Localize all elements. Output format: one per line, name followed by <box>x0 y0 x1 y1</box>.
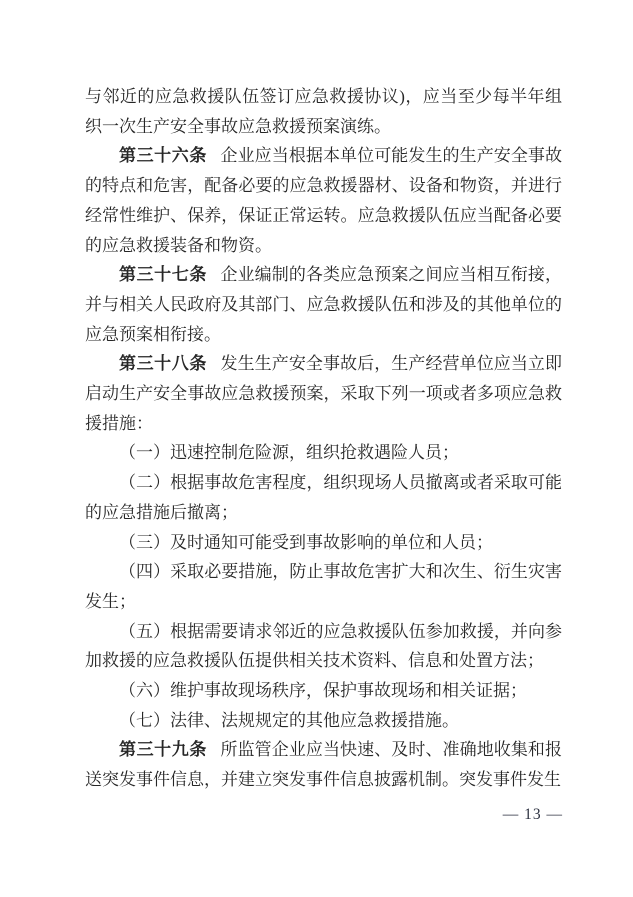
paragraph-text: （六）维护事故现场秩序，保护事故现场和相关证据； <box>119 681 527 701</box>
article-paragraph <box>85 735 562 794</box>
list-item-paragraph <box>85 706 562 736</box>
article-number-label: 第三十九条 <box>119 740 207 760</box>
list-item-paragraph <box>85 557 562 616</box>
paragraph-text: （七）法律、法规规定的其他应急救援措施。 <box>119 710 459 730</box>
paragraph-text: 企业编制的各类应急预案之间应当相互衔接，并与相关人民政府及其部门、应急救援队伍和涉及的其他单位的应急预案相衔接。 <box>85 265 563 344</box>
paragraph-text: （三）及时通知可能受到事故影响的单位和人员； <box>119 532 493 552</box>
paragraph-text: 发生生产安全事故后，生产经营单位应当立即启动生产安全事故应急救援预案，采取下列一项或者多项应急救援措施： <box>85 354 563 433</box>
article-paragraph <box>85 141 562 260</box>
article-paragraph <box>85 349 562 438</box>
paragraph-text: （一）迅速控制危险源，组织抢救遇险人员； <box>119 443 459 463</box>
article-paragraph <box>85 260 562 349</box>
paragraph-text: （二）根据事故危害程度，组织现场人员撤离或者采取可能的应急措施后撤离； <box>85 473 562 522</box>
document-body <box>85 82 562 795</box>
paragraph-text: （五）根据需要请求邻近的应急救援队伍参加救援，并向参加救援的应急救援队伍提供相关技术资料、信息和处置方法； <box>85 621 562 671</box>
continuation-paragraph <box>85 82 562 141</box>
paragraph-text: 与邻近的应急救援队伍签订应急救援协议)，应当至少每半年组织一次生产安全事故应急救援预案演练。 <box>85 87 562 136</box>
list-item-paragraph <box>85 528 562 558</box>
paragraph-text: 企业应当根据本单位可能发生的生产安全事故的特点和危害，配备必要的应急救援器材、设备和物资，并进行经常性维护、保养，保证正常运转。应急救援队伍应当配备必要的应急救援装备和物资。 <box>85 146 563 255</box>
page-number: — 13 — <box>502 806 563 823</box>
article-number-label: 第三十六条 <box>119 146 207 166</box>
list-item-paragraph <box>85 676 562 706</box>
article-number-label: 第三十七条 <box>119 265 207 285</box>
list-item-paragraph <box>85 468 562 527</box>
list-item-paragraph <box>85 617 562 676</box>
list-item-paragraph <box>85 438 562 468</box>
paragraph-text: （四）采取必要措施，防止事故危害扩大和次生、衍生灾害发生； <box>85 562 562 611</box>
paragraph-text: 所监管企业应当快速、及时、准确地收集和报送突发事件信息，并建立突发事件信息披露机制。突发事件发生 <box>85 740 563 790</box>
article-number-label: 第三十八条 <box>119 354 207 374</box>
